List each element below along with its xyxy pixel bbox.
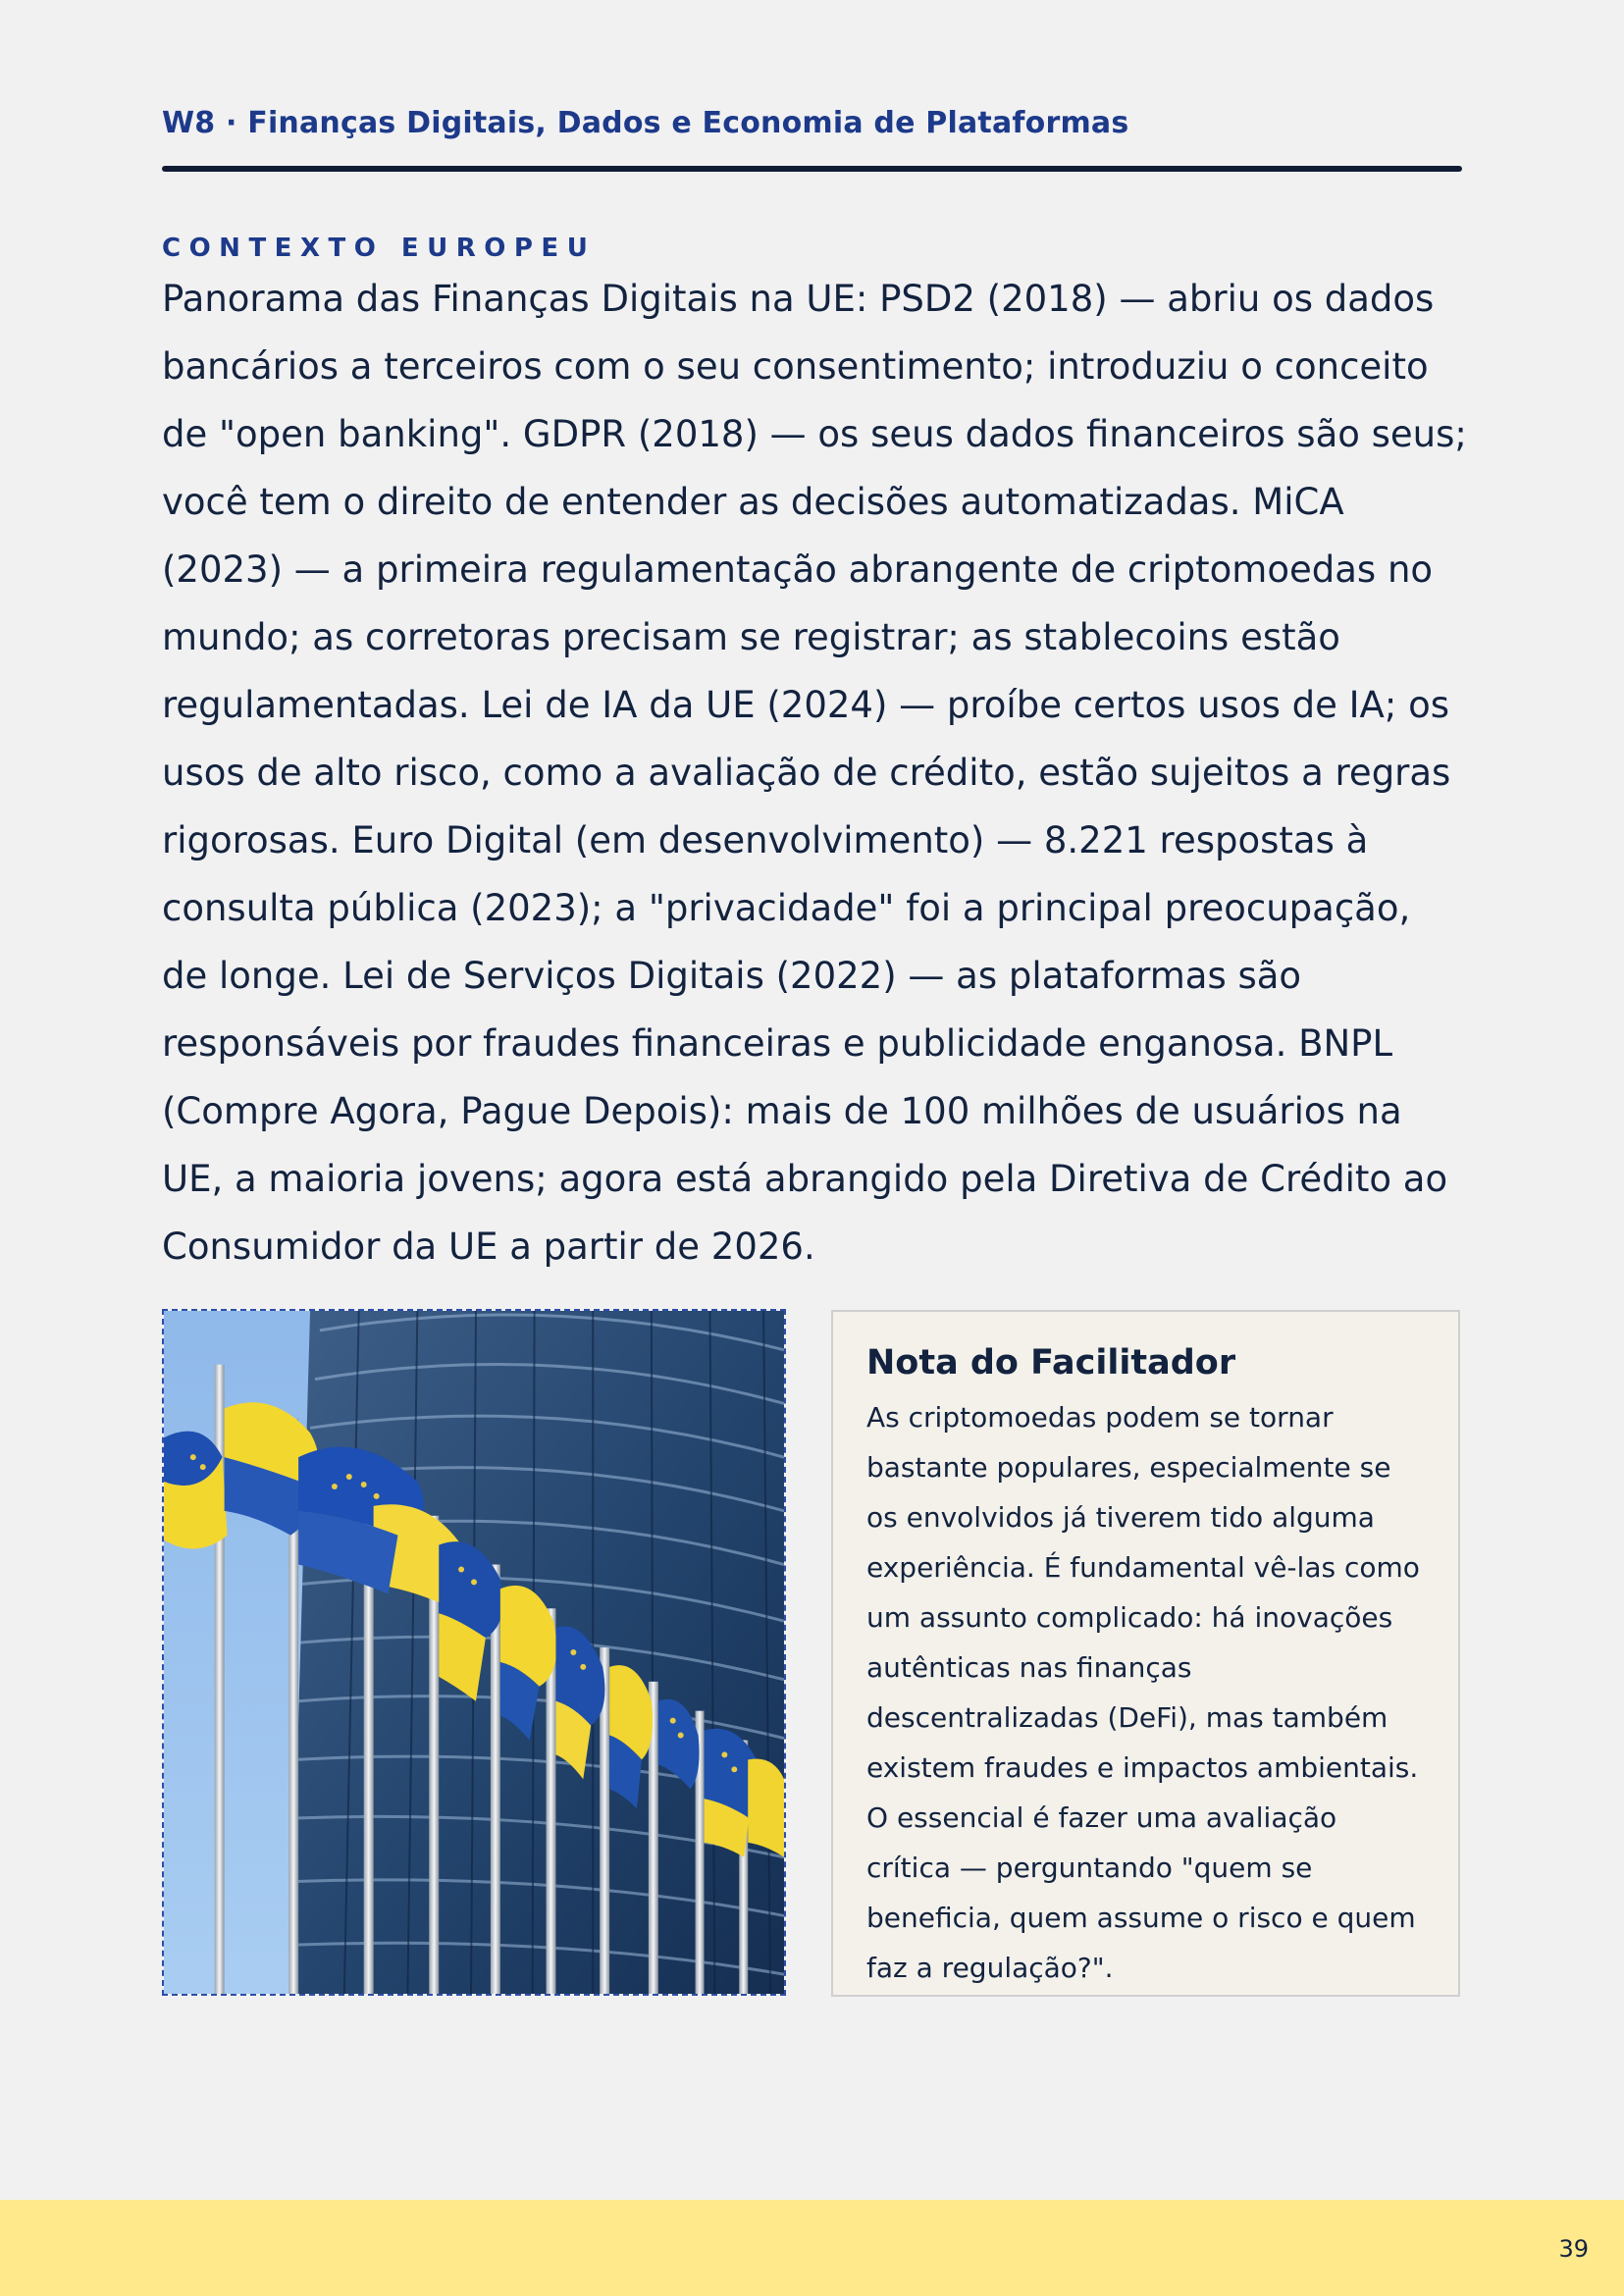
facilitator-note-body: As criptomoedas podem se tornar bastante populares, especialmente se os envolvidos já tiverem tido alguma experiência. É fundamental vê-las como um assunto complicado: há inovações autênticas nas finanças descentralizadas (DeFi), mas também existem fraudes e impactos ambientais. O essencial é fazer uma avaliação crítica — perguntando "quem se beneficia, quem assume o risco e quem faz a regulação?". — [866, 1401, 1420, 1984]
eu-flags-photo — [162, 1309, 786, 1996]
section-body-text: Panorama das Finanças Digitais na UE: PSD2 (2018) — abriu os dados bancários a terceiros com o seu consentimento; introduziu o conceito de "open banking". GDPR (2018) — os seus dados financeiros são seus; você tem o direito de entender as decisões automatizadas. MiCA (2023) — a primeira regulamentação abrangente de criptomoedas no mundo; as corretoras precisam se registrar; as stablecoins estão regulamentadas. Lei de IA da UE (2024) — proíbe certos usos de IA; os usos de alto risco, como a avaliação de crédito, estão sujeitos a regras rigorosas. Euro Digital (em desenvolvimento) — 8.221 respostas à consulta pública (2023); a "privacidade" foi a principal preocupação, de longe. Lei de Serviços Digitais (2022) — as plataformas são responsáveis por fraudes financeiras e publicidade enganosa. BNPL (Compre Agora, Pague Depois): mais de 100 milhões de usuários na UE, a maioria jovens; agora está abrangido pela Diretiva de Crédito ao Consumidor da UE a partir de 2026. — [162, 278, 1467, 1268]
page-number: 39 — [1558, 2235, 1589, 2263]
facilitator-note-box — [831, 1310, 1460, 1997]
header-divider — [162, 166, 1462, 172]
eu-flags-illustration — [164, 1311, 784, 1994]
facilitator-note-title: Nota do Facilitador — [866, 1343, 1236, 1383]
section-eyebrow: CONTEXTO EUROPEU — [162, 234, 597, 263]
footer-band — [0, 2200, 1624, 2296]
running-header-title: W8 · Finanças Digitais, Dados e Economia de Plataformas — [162, 106, 1129, 140]
